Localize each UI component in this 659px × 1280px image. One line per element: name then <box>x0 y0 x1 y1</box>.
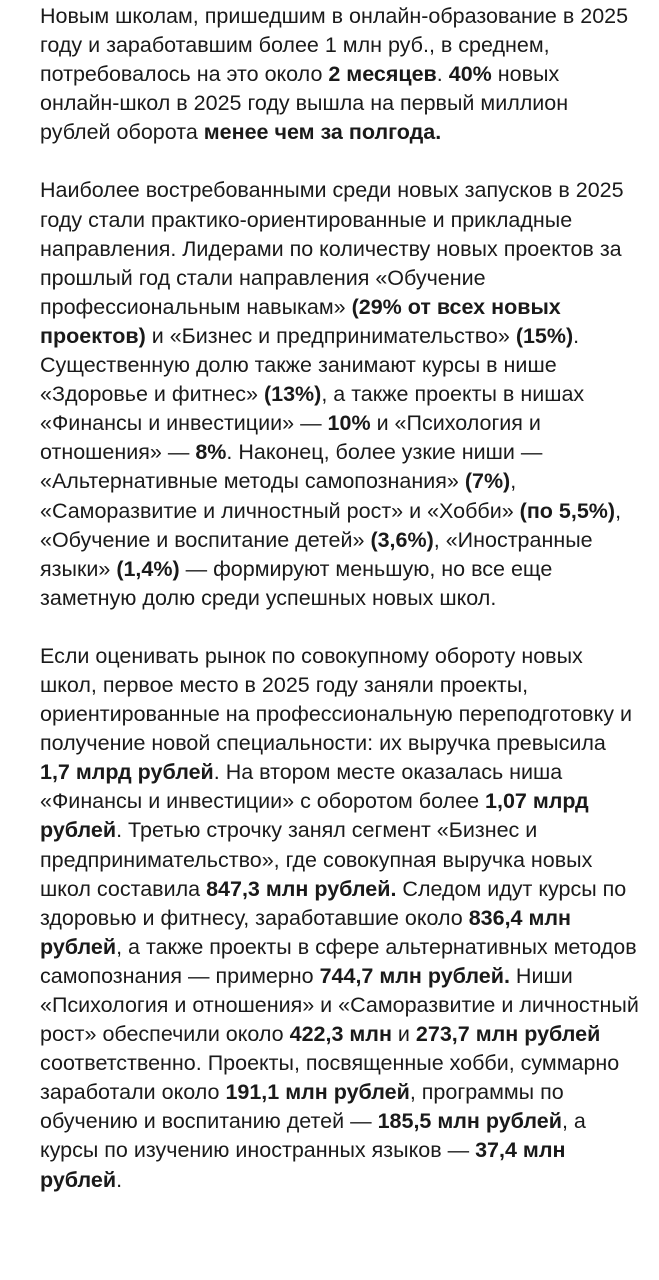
text-run: , а также проекты в сфере альтернативных методов самопознания — примерно <box>40 934 637 988</box>
text-run: , «Иностранные языки» <box>40 527 593 581</box>
highlighted-figure: 37,4 млн рублей <box>40 1138 566 1192</box>
text-run: , «Обучение и воспитание детей» <box>40 498 622 552</box>
highlighted-figure: 273,7 млн рублей <box>415 1022 601 1047</box>
text-run: . На втором месте оказалась ниша «Финансы и инвестиции» с оборотом более <box>40 760 563 814</box>
highlighted-figure: (7%) <box>464 469 511 494</box>
highlighted-figure: 836,4 млн рублей <box>40 905 572 959</box>
text-run: соответственно. Проекты, посвященные хобби, суммарно заработали около <box>40 1051 620 1105</box>
text-run: и <box>391 1022 416 1047</box>
highlighted-figure: 1,07 млрд рублей <box>40 789 589 843</box>
text-run: Следом идут курсы по здоровью и фитнесу, заработавшие около <box>40 876 627 930</box>
text-run: Наиболее востребованными среди новых запусков в 2025 году стали практико-ориентированные и прикладные направления. Лидерами по количеству новых проектов за прошлый год стали направления «Обучение профессиональным навыкам» <box>40 178 624 319</box>
highlighted-figure: 191,1 млн рублей <box>225 1080 410 1105</box>
highlighted-figure: 2 месяцев <box>328 62 437 87</box>
text-run: . Наконец, более узкие ниши — «Альтернативные методы самопознания» <box>40 440 543 494</box>
text-run: и «Бизнес и предпринимательство» <box>145 323 516 348</box>
text-run: , программы по обучению и воспитанию детей — <box>40 1080 564 1134</box>
text-run: , «Саморазвитие и личностный рост» и «Хобби» <box>40 469 520 523</box>
highlighted-figure: 1,7 млрд рублей <box>40 760 214 785</box>
paragraph-niche-revenue <box>40 642 639 1195</box>
highlighted-figure: 40% <box>448 62 492 87</box>
highlighted-figure: 185,5 млн рублей <box>377 1109 562 1134</box>
text-run: Если оценивать рынок по совокупному обороту новых школ, первое место в 2025 году заняли проекты, ориентированные на профессиональную переподготовку и получение новой специальности: их выручка превысила <box>40 643 632 756</box>
text-run: Ниши «Психология и отношения» и «Саморазвитие и личностный рост» обеспечили около <box>40 963 639 1047</box>
text-run: . <box>116 1167 123 1192</box>
highlighted-figure: 8% <box>195 440 227 465</box>
highlighted-figure: 847,3 млн рублей. <box>206 876 397 901</box>
text-run: — формируют меньшую, но все еще заметную долю среди успешных новых школ. <box>40 556 553 610</box>
highlighted-figure: 10% <box>327 411 371 436</box>
highlighted-figure: (29% от всех новых проектов) <box>40 294 561 348</box>
text-run: . <box>436 62 449 87</box>
highlighted-figure: (13%) <box>263 382 322 407</box>
highlighted-figure: 422,3 млн <box>289 1022 392 1047</box>
text-run: Новым школам, пришедшим в онлайн-образование в 2025 году и заработавшим более 1 млн руб., в среднем, потребовалось на это около <box>40 4 629 87</box>
highlighted-figure: (1,4%) <box>116 556 180 581</box>
paragraph-launch-speed <box>40 2 639 147</box>
text-run: новых онлайн-школ в 2025 году вышла на первый миллион рублей оборота <box>40 62 569 145</box>
highlighted-figure: менее чем за полгода. <box>203 120 442 145</box>
text-run: и «Психология и отношения» — <box>40 411 541 465</box>
text-run: , а курсы по изучению иностранных языков — <box>40 1109 586 1163</box>
highlighted-figure: (по 5,5%) <box>519 498 616 523</box>
text-run: . Существенную долю также занимают курсы в нише «Здоровье и фитнес» <box>40 323 580 407</box>
paragraph-niche-shares <box>40 176 639 612</box>
highlighted-figure: (15%) <box>515 323 574 348</box>
text-run: , а также проекты в нишах «Финансы и инвестиции» — <box>40 382 585 436</box>
highlighted-figure: (3,6%) <box>370 527 434 552</box>
text-run: . Третью строчку занял сегмент «Бизнес и предпринимательство», где совокупная выручка новых школ составила <box>40 818 593 901</box>
highlighted-figure: 744,7 млн рублей. <box>319 963 510 988</box>
